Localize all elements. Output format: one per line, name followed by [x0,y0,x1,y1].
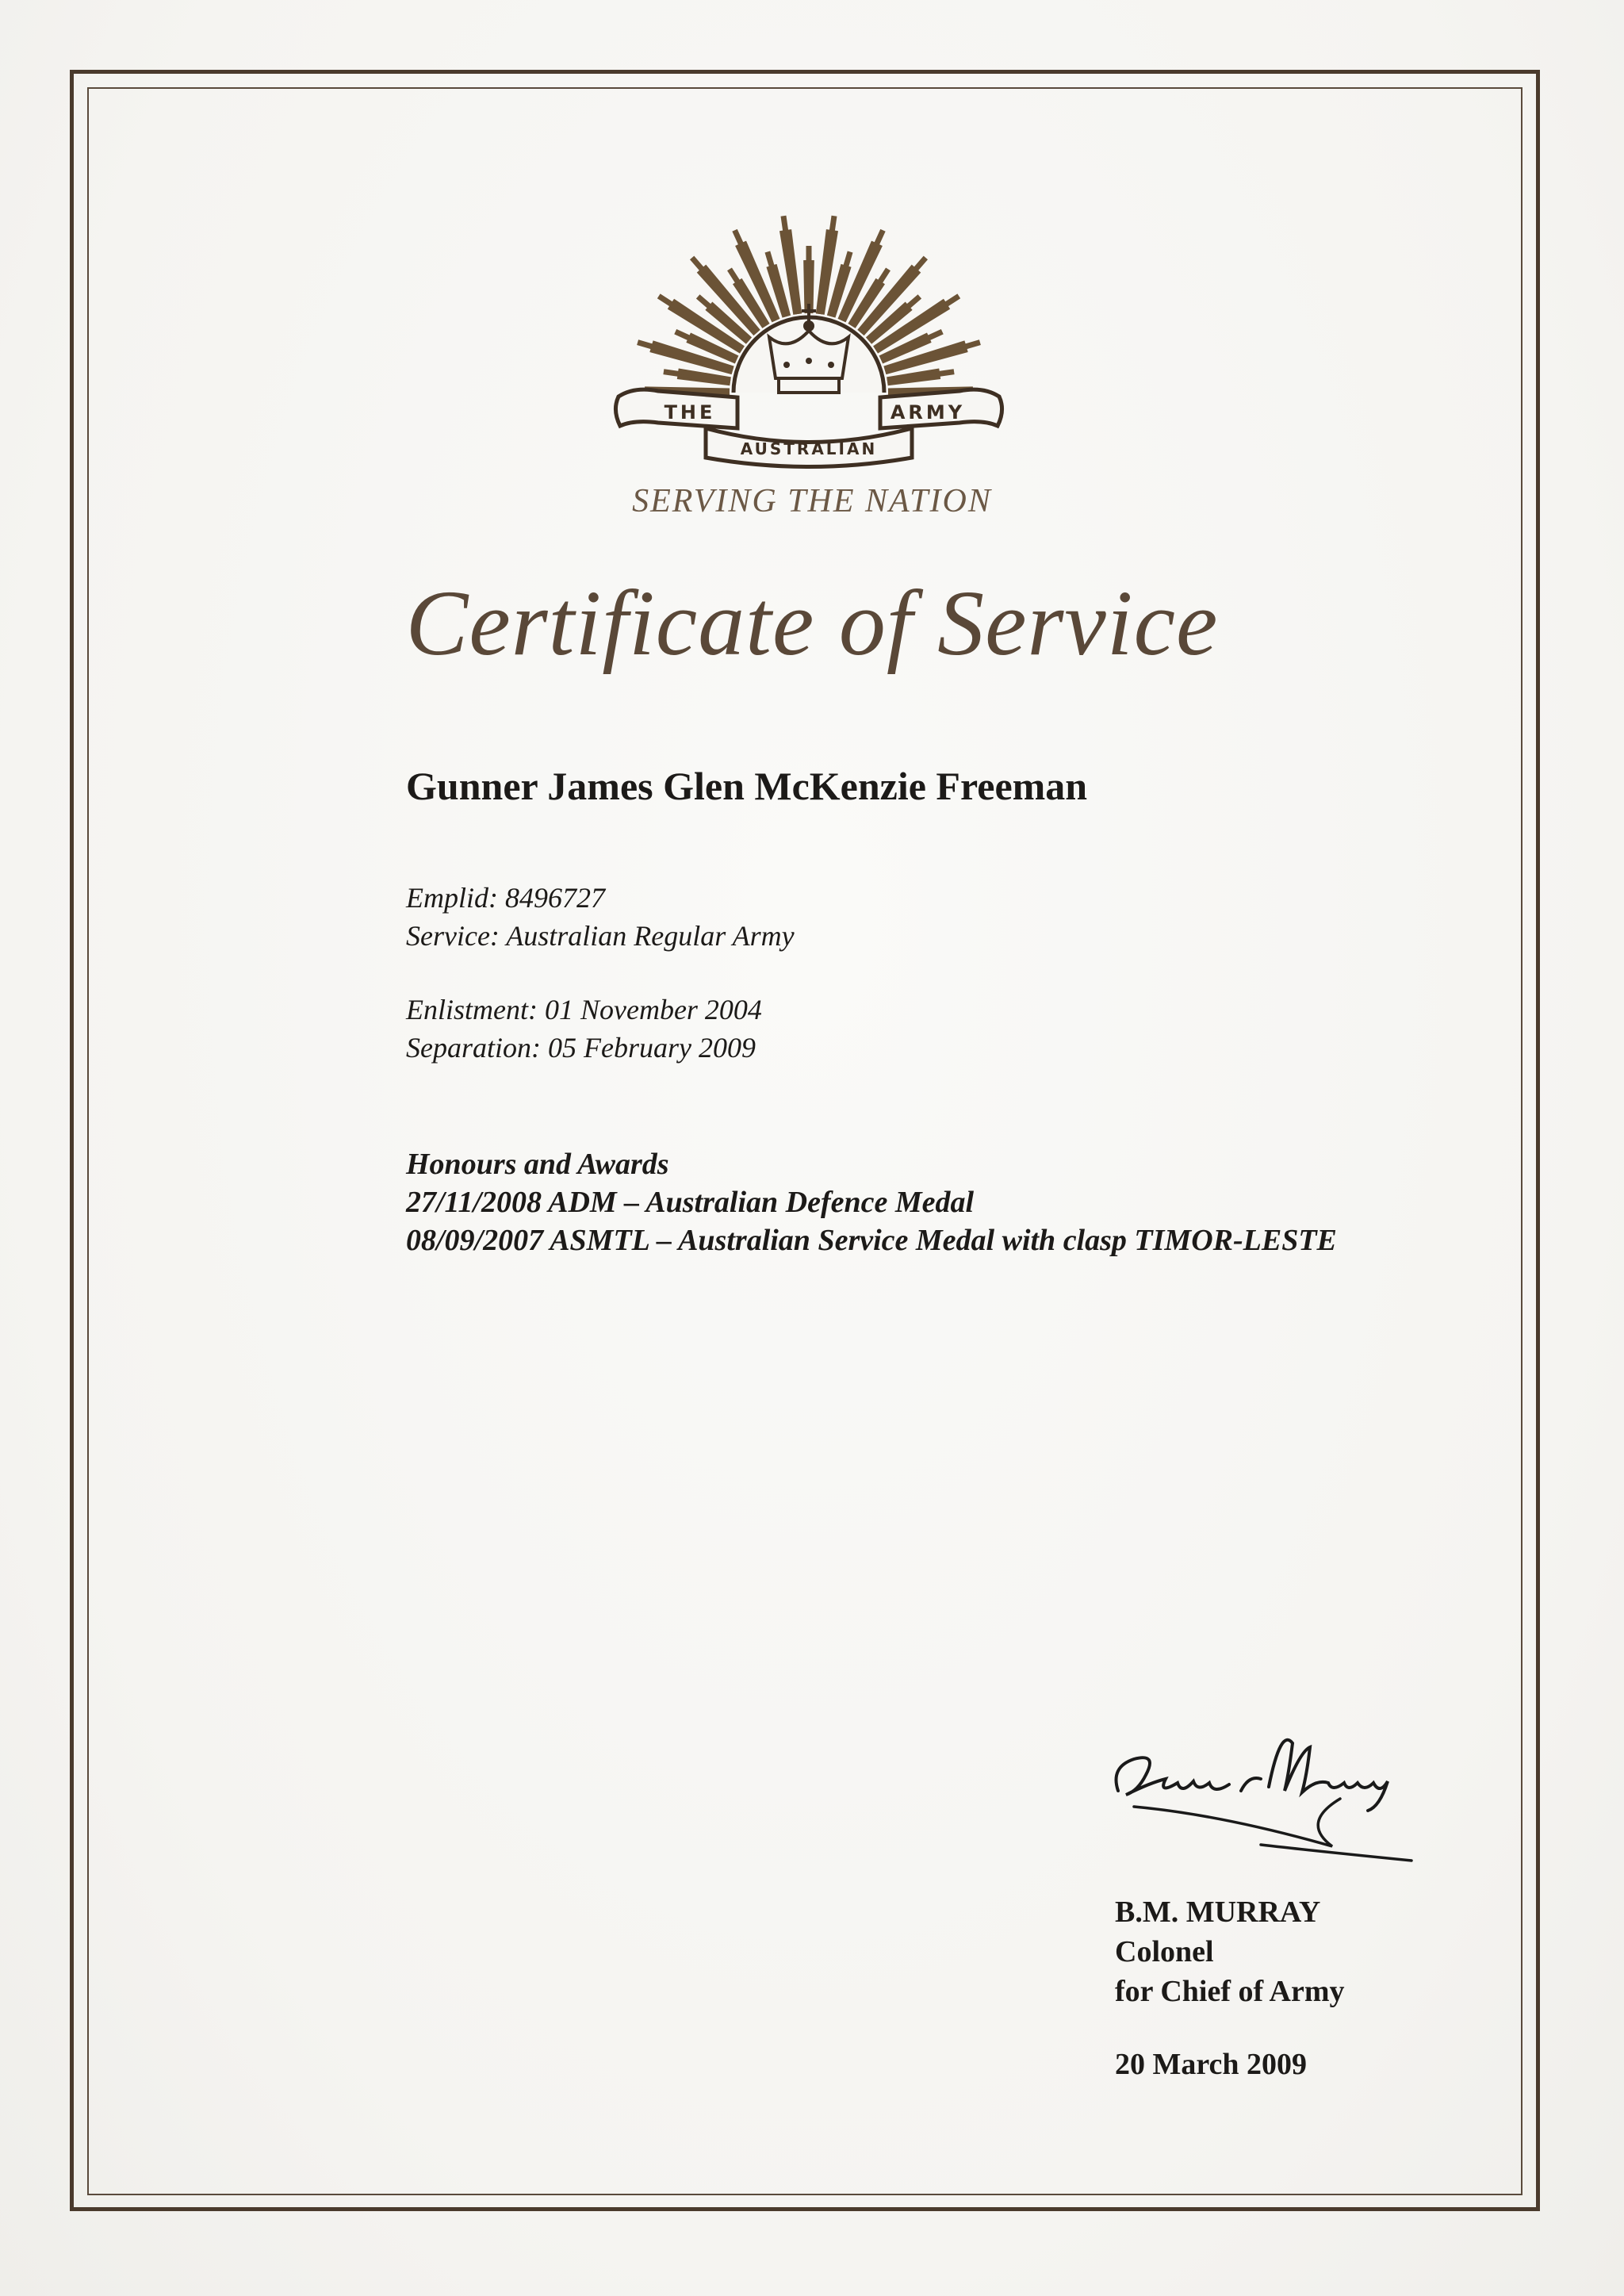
signature-image [1102,1719,1419,1878]
award-item: 27/11/2008 ADM – Australian Defence Medal [406,1186,975,1219]
enlistment-date: Enlistment: 01 November 2004 [406,994,762,1025]
issue-date: 20 March 2009 [1115,2048,1308,2081]
service-details [406,879,795,1067]
emblem-scroll-right: ARMY [890,401,966,424]
award-item: 08/09/2007 ASMTL – Australian Service Medal with clasp TIMOR-LESTE [406,1224,1337,1257]
honours-heading: Honours and Awards [406,1148,669,1181]
signatory-name: B.M. MURRAY [1115,1895,1321,1929]
signatory-role: for Chief of Army [1115,1975,1345,2008]
honours-and-awards [406,1145,1342,1259]
sun-ray [810,260,811,313]
crown-icon [769,304,848,393]
service: Service: Australian Regular Army [406,920,795,952]
emblem-scroll-bottom: AUSTRALIAN [740,439,878,458]
certificate-title: Certificate of Service [405,571,1219,675]
signatory-block [1115,1892,1345,2084]
rising-sun-emblem [611,202,1007,476]
emblem-scroll-left: THE [664,401,716,424]
recipient-name: Gunner James Glen McKenzie Freeman [406,764,1088,808]
separation-date: Separation: 05 February 2009 [406,1032,756,1064]
motto: SERVING THE NATION [632,483,992,519]
signatory-rank: Colonel [1115,1935,1214,1968]
emplid: Emplid: 8496727 [406,882,605,914]
